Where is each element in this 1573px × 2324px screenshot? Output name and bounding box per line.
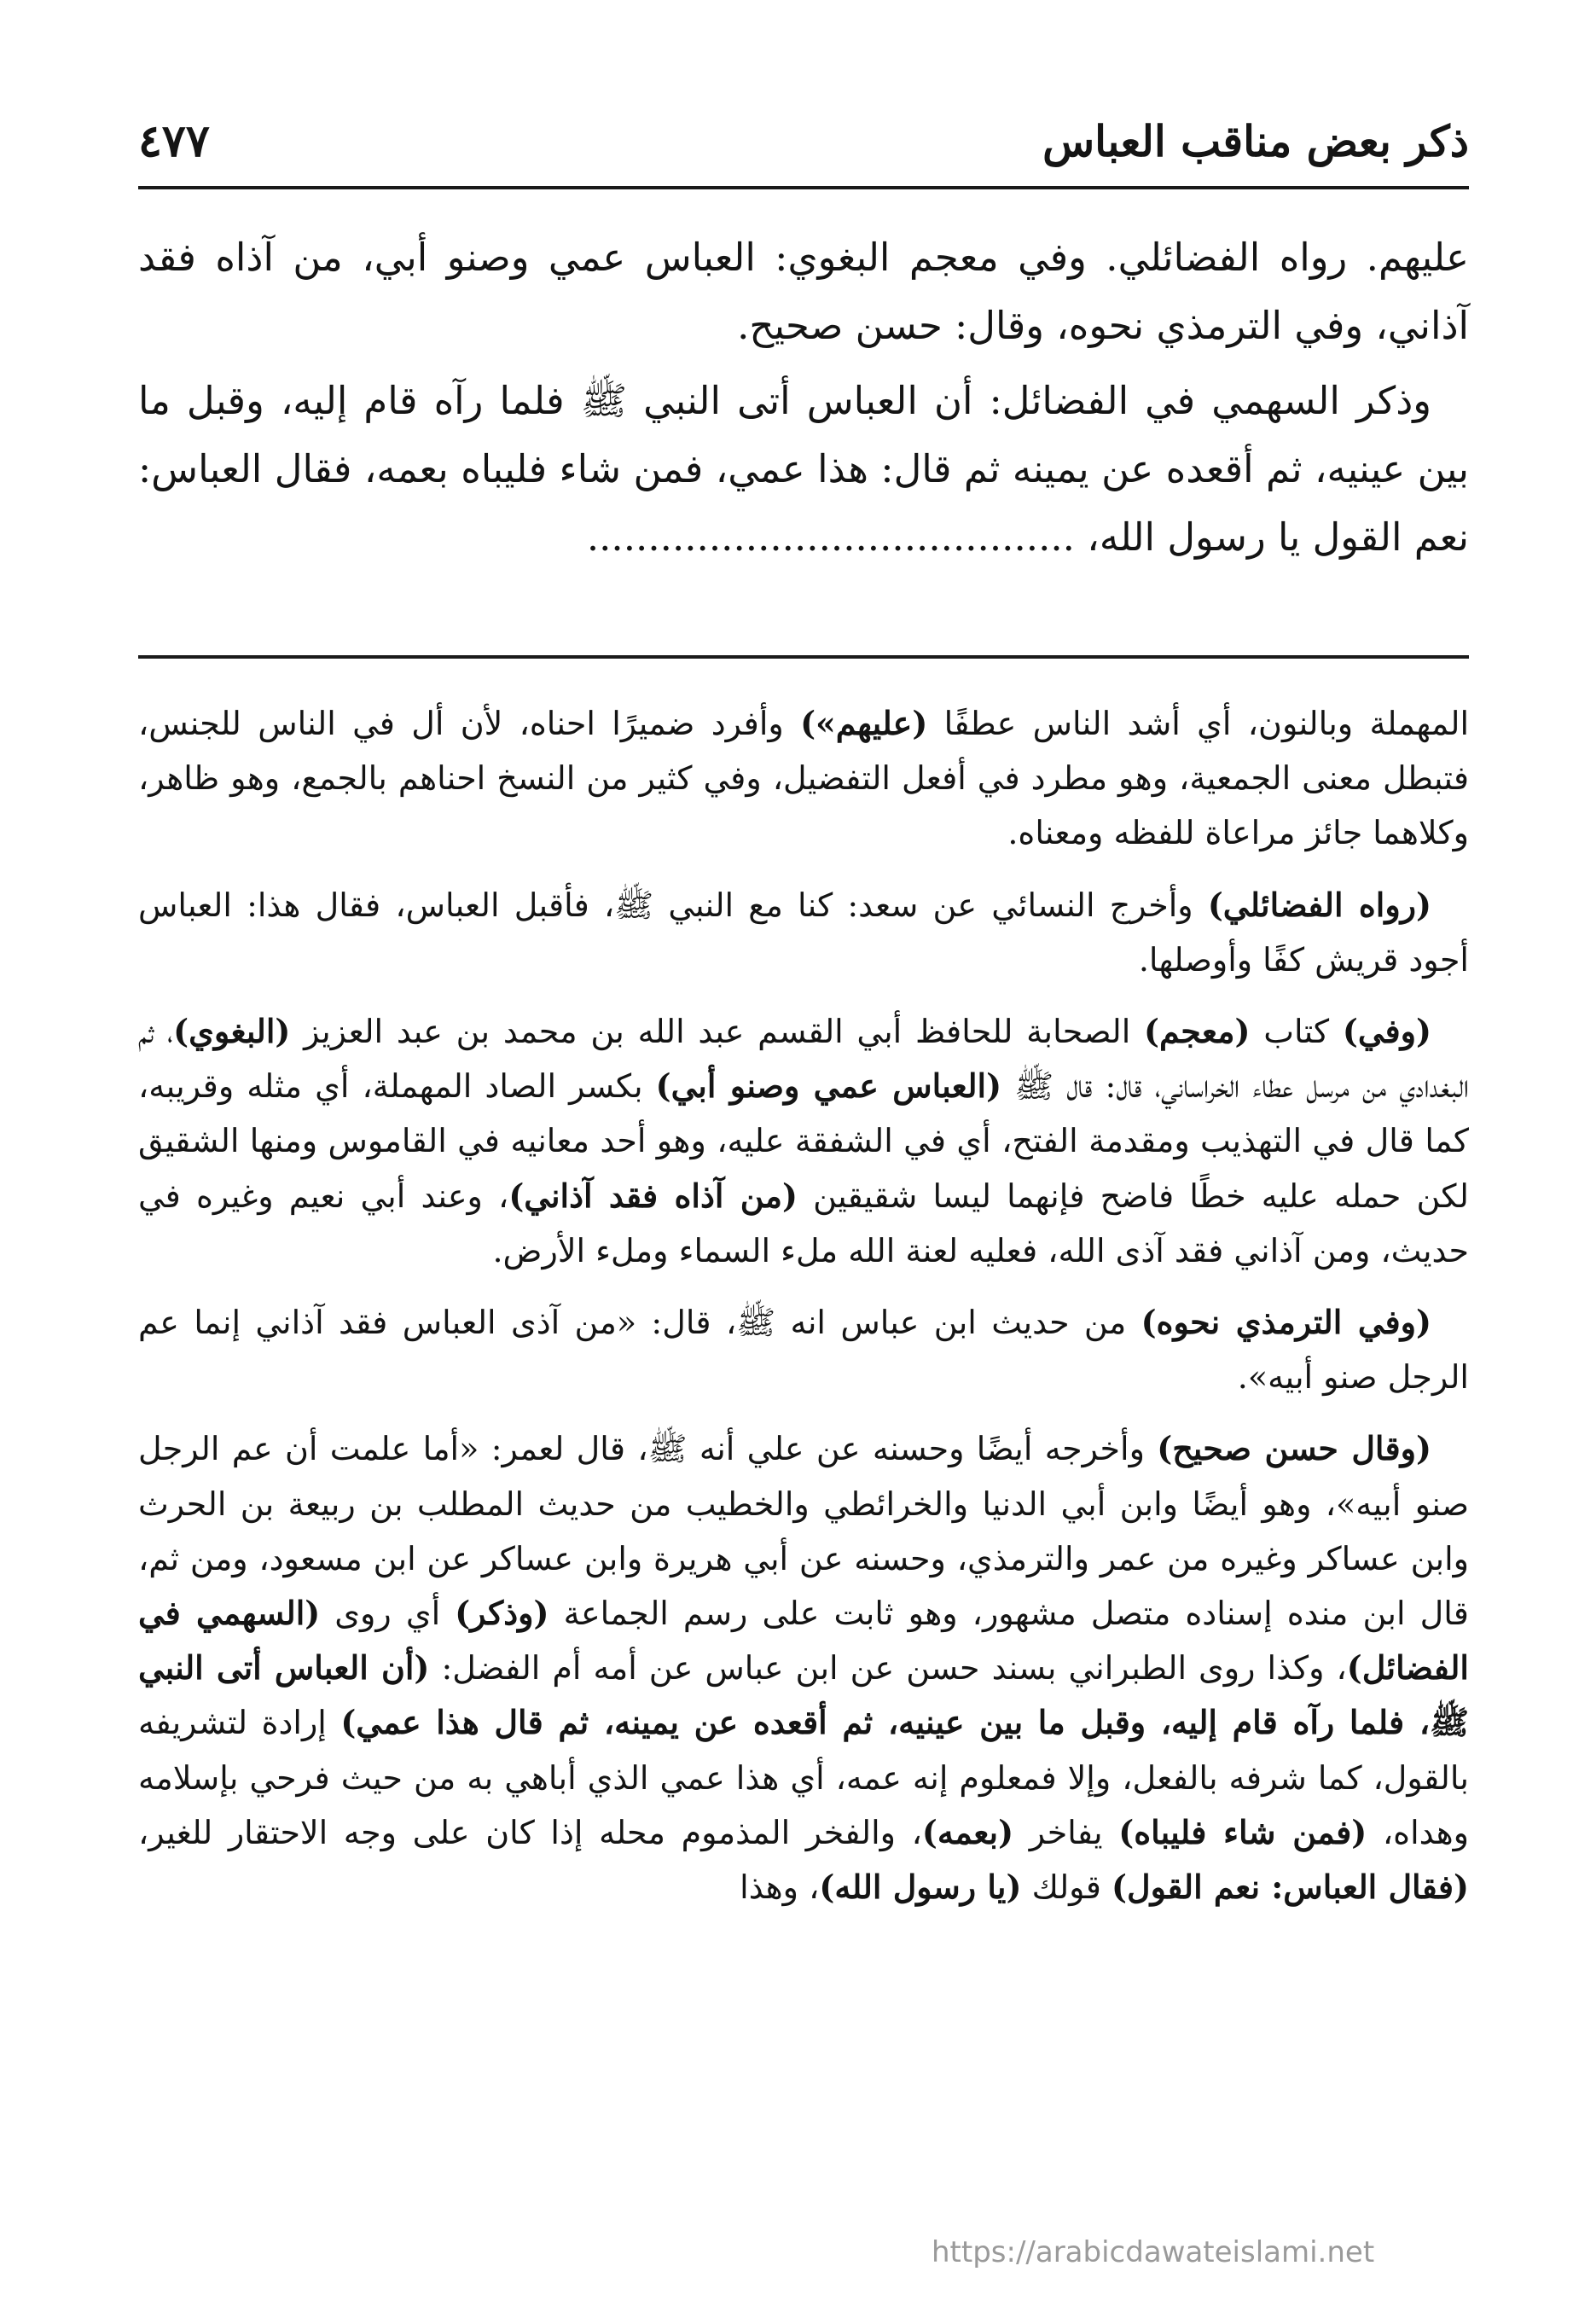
book-page	[138, 0, 1469, 2324]
commentary-paragraph: (رواه الفضائلي) وأخرج النسائي عن سعد: كنا مع النبي ﷺ، فأقبل العباس، فقال هذا: العباس أجود قريش كفًا وأوصلها.	[138, 885, 1469, 979]
bold-quote: (وفي)	[1342, 1012, 1431, 1051]
bold-quote: (من آذاه فقد آذاني)	[508, 1176, 798, 1215]
chapter-title: ذكر بعض مناقب العباس	[1042, 115, 1469, 166]
bold-quote: (وقال حسن صحيح)	[1157, 1429, 1431, 1468]
commentary-paragraph: (وقال حسن صحيح) وأخرجه أيضًا وحسنه عن علي أنه ﷺ، قال لعمر: «أما علمت أن عم الرجل صنو أبيه»، وهو أيضًا وابن أبي الدنيا والخرائطي والخطيب من حديث المطلب بن ربيعة بن الحرث وابن عساكر وغيره من عمر والترمذي، وحسنه عن أبي هريرة وابن عساكر عن ابن مسعود، ومن ثم، قال ابن منده إسناده متصل مشهور، وهو ثابت على رسم الجماعة (وذكر) أي روى (السهمي في الفضائل)، وكذا روى الطبراني بسند حسن عن ابن عباس عن أمه أم الفضل: (أن العباس أتى النبي ﷺ، فلما رآه قام إليه، وقبل ما بين عينيه، ثم أقعده عن يمينه، ثم قال هذا عمي) إرادة لتشريفه بالقول، كما شرفه بالفعل، وإلا فمعلوم إنه عمه، أي هذا عمي الذي أباهي به من حيث فرحي بإسلامه وهداه، (فمن شاء فليباه) يفاخر (بعمه)، والفخر المذموم محله إذا كان على وجه الاحتقار للغير، (فقال العباس: نعم القول) قولك (يا رسول الله)، وهذا	[138, 1429, 1469, 1907]
page-number: ٤٧٧	[138, 114, 210, 167]
commentary-paragraph: (وفي) كتاب (معجم) الصحابة للحافظ أبي القسم عبد الله بن محمد بن عبد العزيز (البغوي)، ثم البغدادي من مرسل عطاء الخراساني، قال: قال ﷺ (العباس عمي وصنو أبي) بكسر الصاد المهملة، أي مثله وقريبه، كما قال في التهذيب ومقدمة الفتح، أي في الشفقة عليه، وهو أحد معانيه في القاموس ومنها الشقيق لكن حمله عليه خطًا فاضح فإنهما ليسا شقيقين (من آذاه فقد آذاني)، وعند أبي نعيم وغيره في حديث، ومن آذاني فقد آذى الله، فعليه لعنة الله ملء السماء وملء الأرض.	[138, 1012, 1469, 1269]
bold-quote: (فمن شاء فليباه)	[1118, 1812, 1367, 1851]
commentary-divider	[138, 655, 1469, 659]
bold-quote: (معجم)	[1144, 1012, 1251, 1051]
commentary-text	[138, 696, 1469, 1932]
header-divider	[138, 186, 1469, 189]
bold-quote: (بعمه)	[921, 1812, 1014, 1851]
bold-quote: (وذكر)	[455, 1594, 549, 1633]
bold-quote: (العباس عمي وصنو أبي)	[655, 1066, 1002, 1106]
bold-quote: (فقال العباس: نعم القول)	[1112, 1868, 1469, 1907]
main-text-paragraph: عليهم. رواه الفضائلي. وفي معجم البغوي: العباس عمي وصنو أبي، من آذاه فقد آذاني، وفي الترمذي نحوه، وقال: حسن صحيح.	[138, 235, 1469, 348]
main-text	[138, 224, 1469, 572]
bold-quote: (أن العباس أتى النبي ﷺ، فلما رآه قام إليه، وقبل ما بين عينيه، ثم أقعده عن يمينه، ثم قال هذا عمي)	[138, 1648, 1469, 1742]
bold-quote: (عليهم»)	[800, 704, 928, 742]
bold-quote: (يا رسول الله)	[819, 1868, 1022, 1907]
commentary-paragraph: (وفي الترمذي نحوه) من حديث ابن عباس انه ﷺ، قال: «من آذى العباس فقد آذاني إنما عم الرجل صنو أبيه».	[138, 1303, 1469, 1397]
bold-quote: (رواه الفضائلي)	[1207, 885, 1432, 924]
commentary-paragraph: المهملة وبالنون، أي أشد الناس عطفًا (عليهم») وأفرد ضميرًا احناه، لأن أل في الناس للجنس، فتبطل معنى الجمعية، وهو مطرد في أفعل التفضيل، وفي كثير من النسخ احناهم بالجمع، وهو ظاهر، وكلاهما جائز مراعاة للفظه ومعناه.	[138, 704, 1469, 852]
bold-quote: (وفي الترمذي نحوه)	[1141, 1303, 1431, 1342]
page-header	[138, 107, 1469, 175]
bold-quote: (السهمي في الفضائل)	[138, 1594, 1469, 1688]
watermark-url: https://arabicdawateislami.net	[932, 2235, 1375, 2269]
main-text-paragraph: وذكر السهمي في الفضائل: أن العباس أتى النبي ﷺ فلما رآه قام إليه، وقبل ما بين عينيه، ثم أقعده عن يمينه ثم قال: هذا عمي، فمن شاء فليباه بعمه، فقال العباس: نعم القول يا رسول الله، ........................................	[138, 378, 1469, 560]
ellipsis-dots: ........................................	[586, 514, 1075, 560]
bold-quote: (البغوي)	[173, 1012, 291, 1051]
